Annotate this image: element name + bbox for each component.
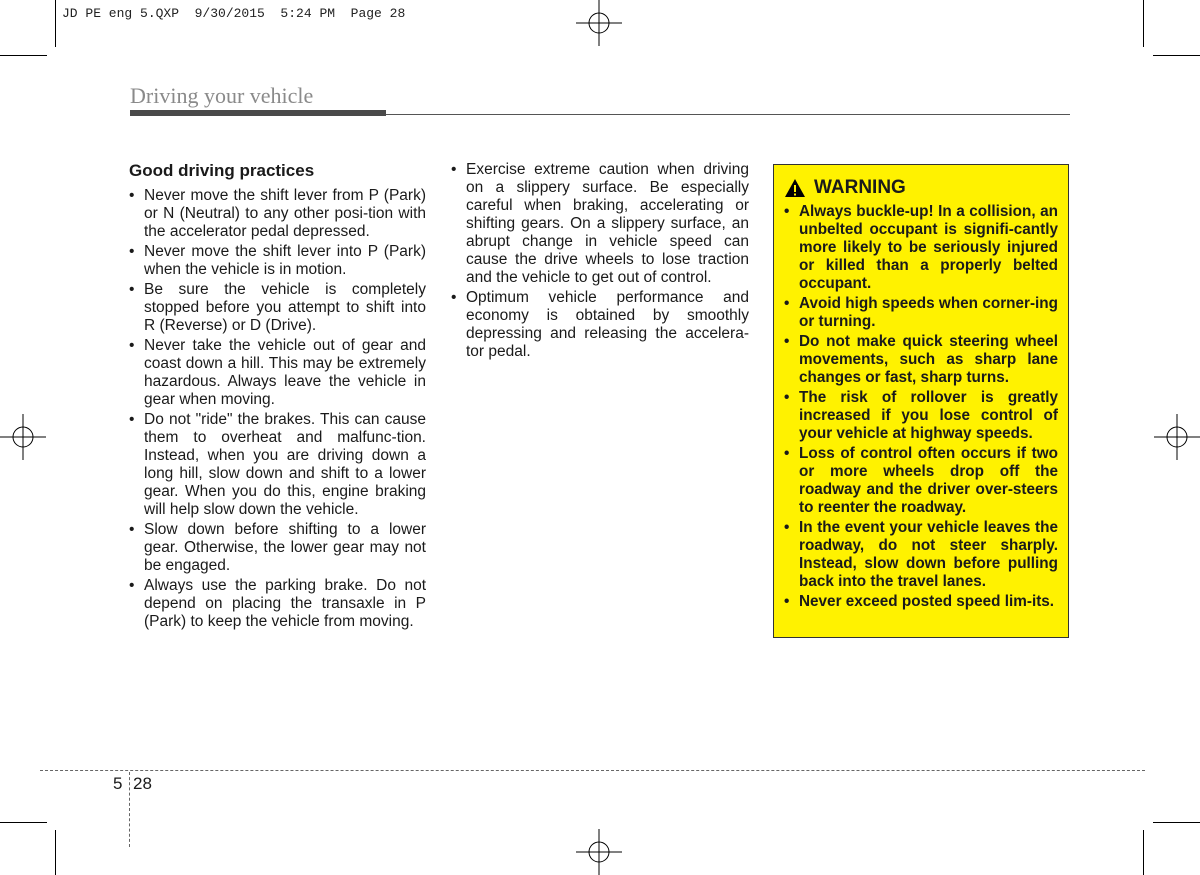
section-number: 5 bbox=[113, 774, 123, 793]
warning-item: • Always buckle-up! In a collision, an unbelted occupant is signifi-cantly more likely to be seriously injured or killed than a properly belted occupant. bbox=[784, 203, 1058, 293]
warning-triangle-icon bbox=[784, 178, 806, 198]
warning-item: • Loss of control often occurs if two or more wheels drop off the roadway and the driver over-steers to reenter the roadway. bbox=[784, 445, 1058, 517]
warning-box bbox=[773, 164, 1069, 638]
footer-divider bbox=[129, 772, 130, 847]
list-item: • Never take the vehicle out of gear and coast down a hill. This may be extremely hazardous. Always leave the vehicle in gear when moving. bbox=[129, 337, 426, 409]
page-number: 28 bbox=[133, 774, 152, 793]
warning-item: • Never exceed posted speed lim-its. bbox=[784, 593, 1058, 611]
practices-list-continued bbox=[451, 161, 749, 361]
practices-list bbox=[129, 187, 426, 631]
print-slug: JD PE eng 5.QXP 9/30/2015 5:24 PM Page 28 bbox=[62, 6, 406, 21]
registration-mark-icon bbox=[576, 829, 622, 875]
crop-mark bbox=[0, 55, 47, 56]
list-item: • Exercise extreme caution when driving on a slippery surface. Be especially careful when braking, accelerating or shifting gears. On a slippery surface, an abrupt change in vehicle speed can cause the drive wheels to lose traction and the vehicle to get out of control. bbox=[451, 161, 749, 287]
column-left bbox=[129, 161, 426, 633]
crop-mark bbox=[0, 822, 47, 823]
list-item: • Never move the shift lever from P (Park) or N (Neutral) to any other posi-tion with the accelerator pedal depressed. bbox=[129, 187, 426, 241]
warning-item: • In the event your vehicle leaves the roadway, do not steer sharply. Instead, slow down before pulling back into the travel lanes. bbox=[784, 519, 1058, 591]
warning-item: • Do not make quick steering wheel movements, such as sharp lane changes or fast, sharp turns. bbox=[784, 333, 1058, 387]
warning-title: WARNING bbox=[814, 177, 906, 198]
crop-mark bbox=[1143, 830, 1144, 875]
page-header-title: Driving your vehicle bbox=[130, 83, 314, 108]
list-item: • Do not "ride" the brakes. This can cause them to overheat and malfunc-tion. Instead, when you are driving down a long hill, slow down and shift to a lower gear. When you do this, engine braking will help slow down the vehicle. bbox=[129, 411, 426, 519]
list-item: • Slow down before shifting to a lower gear. Otherwise, the lower gear may not be engaged. bbox=[129, 521, 426, 575]
crop-mark bbox=[55, 0, 56, 47]
crop-mark bbox=[1153, 55, 1200, 56]
warning-list bbox=[784, 203, 1058, 611]
warning-item: • The risk of rollover is greatly increased if you lose control of your vehicle at highway speeds. bbox=[784, 389, 1058, 443]
footer-rule bbox=[40, 770, 1145, 771]
list-item: • Never move the shift lever into P (Park) when the vehicle is in motion. bbox=[129, 243, 426, 279]
crop-mark bbox=[1153, 822, 1200, 823]
registration-mark-icon bbox=[1154, 414, 1200, 460]
list-item: • Always use the parking brake. Do not depend on placing the transaxle in P (Park) to keep the vehicle from moving. bbox=[129, 577, 426, 631]
registration-mark-icon bbox=[0, 414, 46, 460]
section-title: Good driving practices bbox=[129, 161, 315, 180]
warning-header bbox=[784, 177, 1058, 199]
registration-mark-icon bbox=[576, 0, 622, 46]
warning-item: • Avoid high speeds when corner-ing or turning. bbox=[784, 295, 1058, 331]
header-rule-accent bbox=[130, 110, 386, 116]
crop-mark bbox=[55, 830, 56, 875]
column-middle bbox=[451, 161, 749, 363]
list-item: • Optimum vehicle performance and economy is obtained by smoothly depressing and releasing the accelera-tor pedal. bbox=[451, 289, 749, 361]
list-item: • Be sure the vehicle is completely stopped before you attempt to shift into R (Reverse) or D (Drive). bbox=[129, 281, 426, 335]
crop-mark bbox=[1143, 0, 1144, 47]
